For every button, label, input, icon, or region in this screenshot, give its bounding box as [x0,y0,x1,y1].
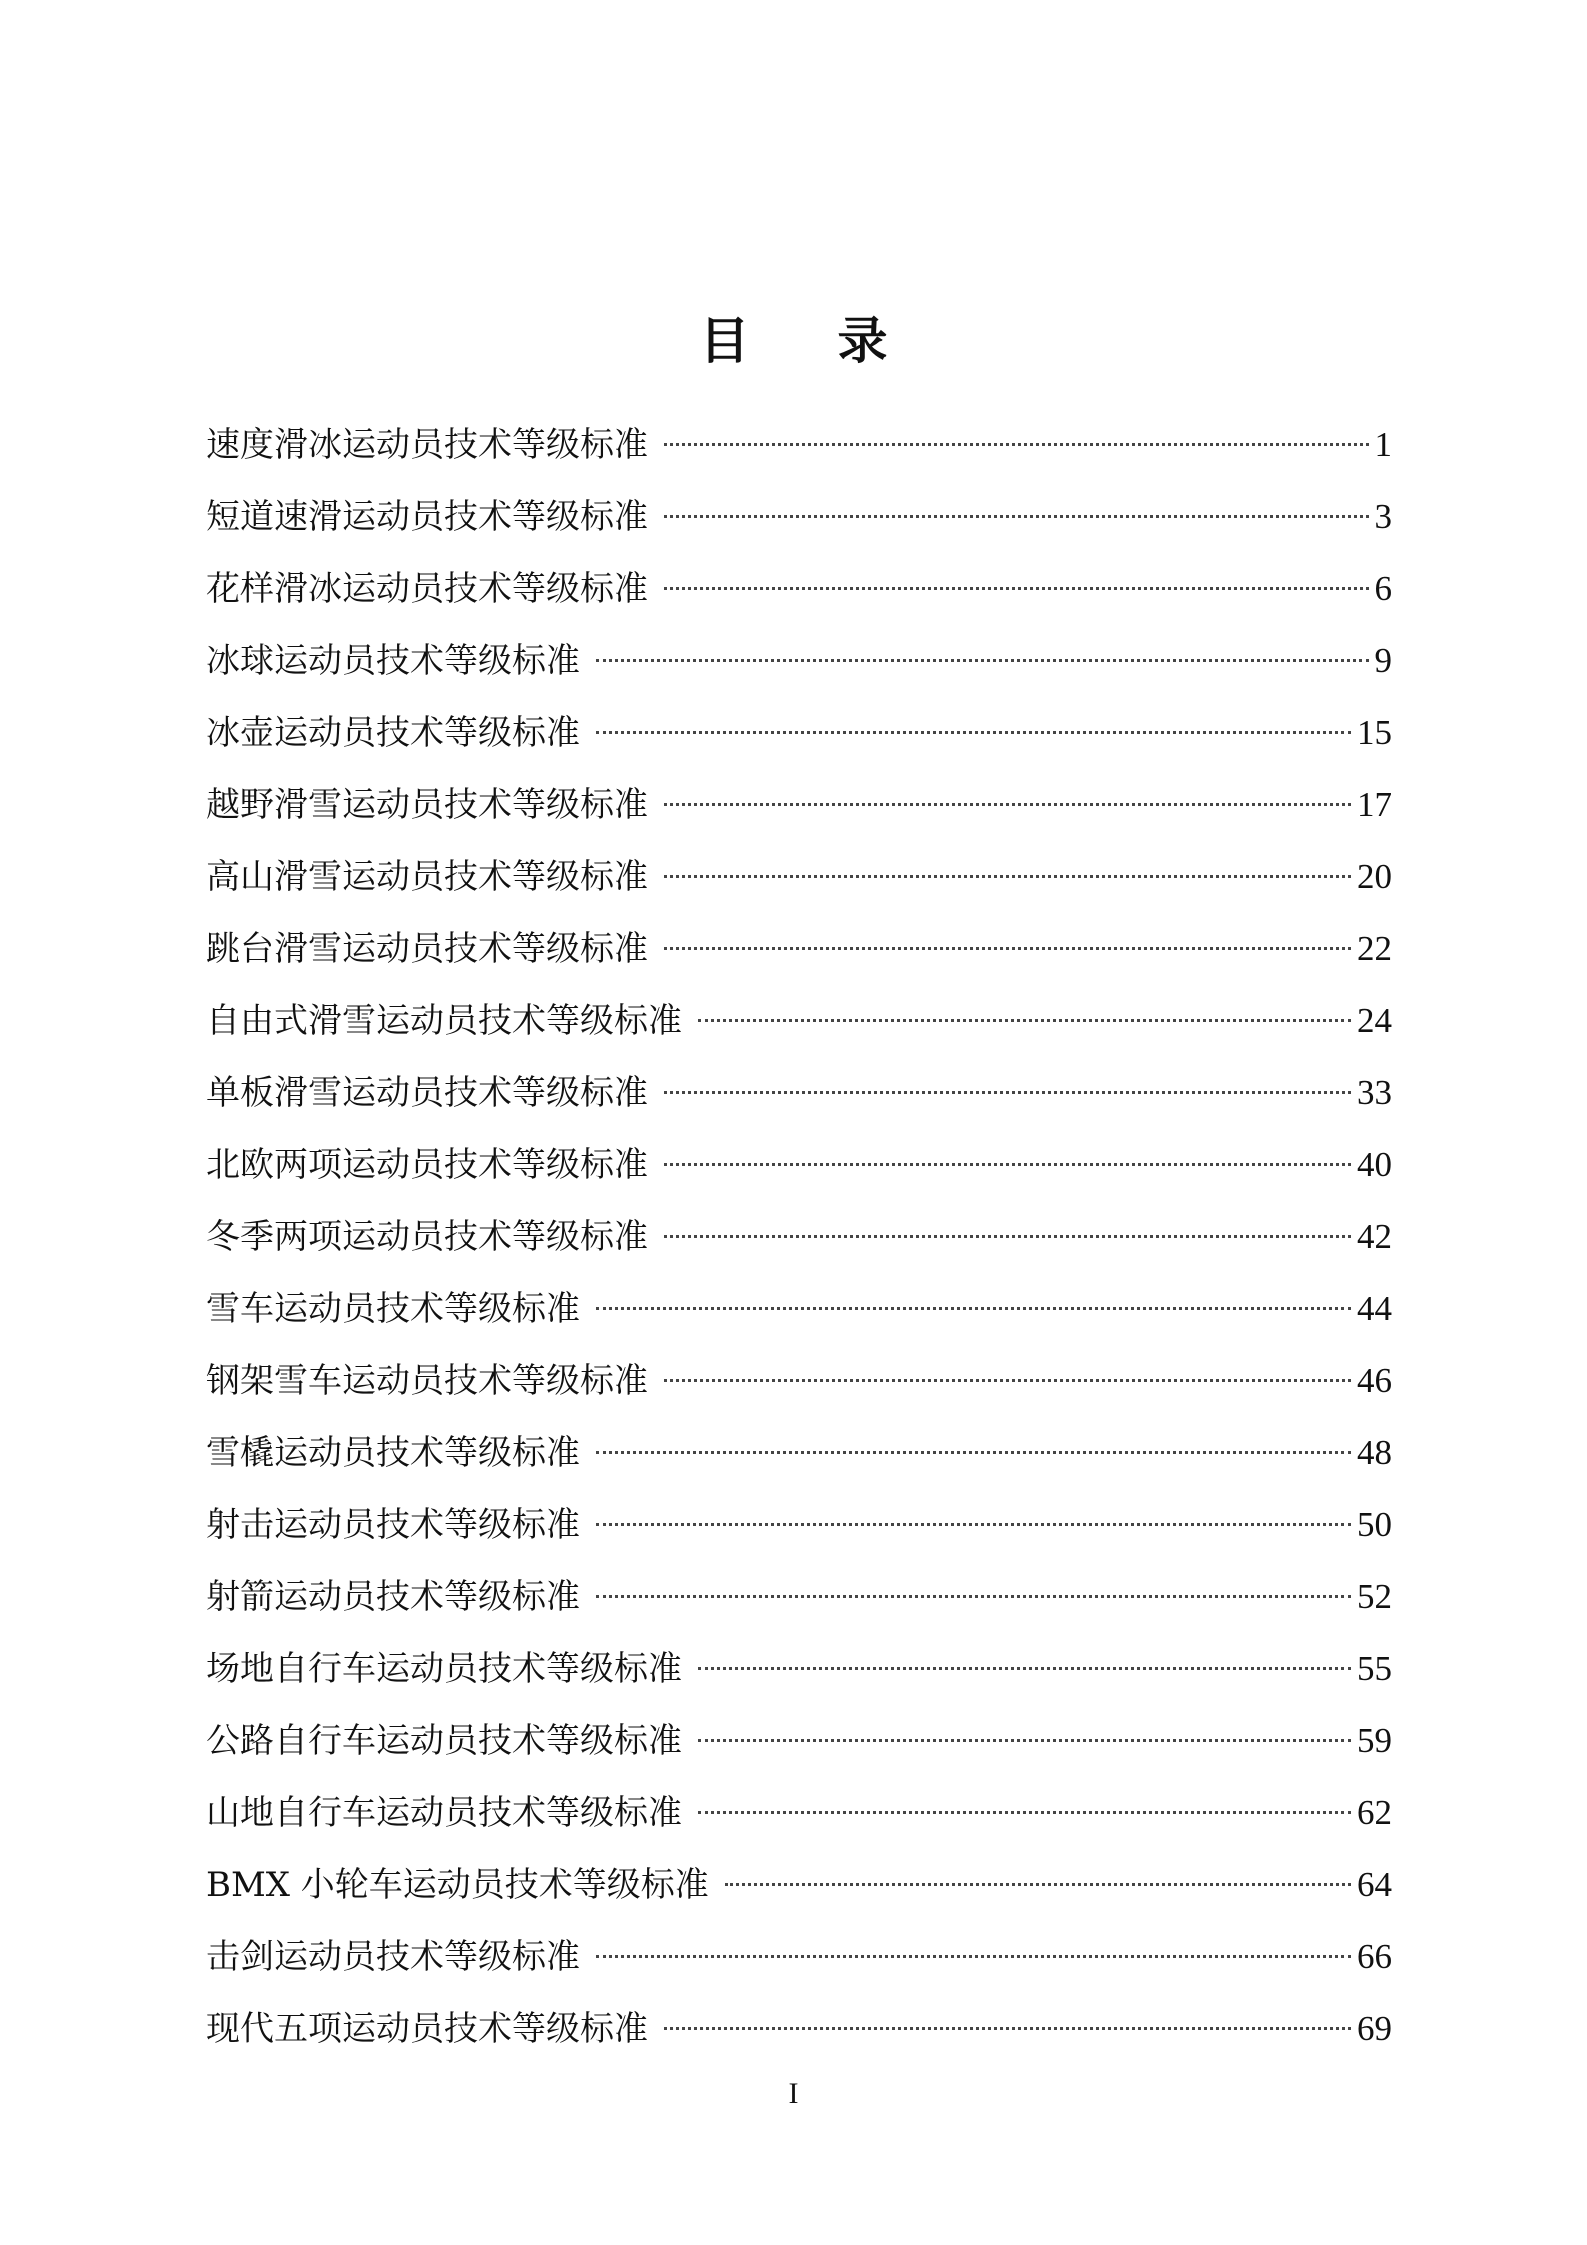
dot-leader [698,1811,1351,1814]
dot-leader [664,443,1369,446]
dot-leader [664,947,1351,950]
toc-entry-page: 48 [1357,1433,1392,1472]
toc-entry[interactable] [206,1993,1392,2065]
dot-leader [664,515,1369,518]
toc-entry-page: 64 [1357,1865,1392,1904]
toc-entry-title: 冰壶运动员技术等级标准 [206,713,580,753]
toc-entry[interactable] [206,1921,1392,1993]
toc-entry-page: 69 [1357,2009,1392,2048]
toc-entry-page: 42 [1357,1217,1392,1256]
toc-entry-title: 自由式滑雪运动员技术等级标准 [206,1001,682,1041]
dot-leader [698,1019,1351,1022]
dot-leader [596,1955,1351,1958]
dot-leader [596,1307,1351,1310]
toc-entry[interactable] [206,481,1392,553]
toc-entry[interactable] [206,1705,1392,1777]
toc-entry-page: 20 [1357,857,1392,896]
toc-entry[interactable] [206,985,1392,1057]
toc-entry[interactable] [206,913,1392,985]
toc-entry[interactable] [206,1273,1392,1345]
toc-entry[interactable] [206,1489,1392,1561]
toc-entry[interactable] [206,1417,1392,1489]
toc-entry-title: 现代五项运动员技术等级标准 [206,2009,648,2049]
dot-leader [698,1739,1351,1742]
toc-entry-title: 速度滑冰运动员技术等级标准 [206,425,648,465]
toc-entry[interactable] [206,1633,1392,1705]
title-char-1: 目 [699,310,750,370]
toc-entry-title: 北欧两项运动员技术等级标准 [206,1145,648,1185]
toc-entry-title: 高山滑雪运动员技术等级标准 [206,857,648,897]
toc-entry[interactable] [206,1057,1392,1129]
toc-entry-title: 钢架雪车运动员技术等级标准 [206,1361,648,1401]
page-number: I [788,2077,799,2110]
toc-entry-page: 40 [1357,1145,1392,1184]
toc-entry-title: 击剑运动员技术等级标准 [206,1937,580,1977]
toc-entry[interactable] [206,697,1392,769]
toc-entry-page: 52 [1357,1577,1392,1616]
toc-entry-page: 9 [1374,641,1392,680]
toc-entry[interactable] [206,625,1392,697]
toc-entry-page: 6 [1374,569,1392,608]
dot-leader [596,1595,1351,1598]
toc-entry-title: 单板滑雪运动员技术等级标准 [206,1073,648,1113]
dot-leader [596,731,1351,734]
table-of-contents [206,409,1392,2065]
toc-entry-page: 33 [1357,1073,1392,1112]
toc-entry-page: 66 [1357,1937,1392,1976]
toc-entry-page: 46 [1357,1361,1392,1400]
toc-entry-page: 55 [1357,1649,1392,1688]
toc-entry-title: 花样滑冰运动员技术等级标准 [206,569,648,609]
toc-entry-page: 17 [1357,785,1392,824]
page-title [0,306,1587,376]
dot-leader [664,875,1351,878]
dot-leader [664,1379,1351,1382]
toc-entry[interactable] [206,841,1392,913]
dot-leader [725,1883,1351,1886]
toc-entry-title: 山地自行车运动员技术等级标准 [206,1793,682,1833]
toc-entry-title: 跳台滑雪运动员技术等级标准 [206,929,648,969]
toc-entry-page: 50 [1357,1505,1392,1544]
dot-leader [664,587,1369,590]
toc-entry[interactable] [206,1849,1392,1921]
dot-leader [664,1235,1351,1238]
toc-entry-page: 22 [1357,929,1392,968]
toc-entry-title: BMX 小轮车运动员技术等级标准 [206,1865,709,1905]
toc-entry[interactable] [206,1777,1392,1849]
toc-entry-page: 62 [1357,1793,1392,1832]
toc-entry-title: 射箭运动员技术等级标准 [206,1577,580,1617]
toc-entry[interactable] [206,1345,1392,1417]
toc-entry-page: 15 [1357,713,1392,752]
toc-entry-title: 冬季两项运动员技术等级标准 [206,1217,648,1257]
toc-entry[interactable] [206,1561,1392,1633]
toc-entry-title: 冰球运动员技术等级标准 [206,641,580,681]
toc-entry-title: 公路自行车运动员技术等级标准 [206,1721,682,1761]
toc-entry[interactable] [206,553,1392,625]
toc-entry[interactable] [206,1129,1392,1201]
dot-leader [596,1451,1351,1454]
toc-entry-title: 雪车运动员技术等级标准 [206,1289,580,1329]
dot-leader [596,1523,1351,1526]
title-char-2: 录 [837,310,888,370]
dot-leader [664,2027,1351,2030]
dot-leader [596,659,1369,662]
toc-entry-page: 59 [1357,1721,1392,1760]
toc-entry-title: 越野滑雪运动员技术等级标准 [206,785,648,825]
toc-entry-title: 短道速滑运动员技术等级标准 [206,497,648,537]
dot-leader [698,1667,1351,1670]
dot-leader [664,1163,1351,1166]
dot-leader [664,1091,1351,1094]
toc-entry-title: 射击运动员技术等级标准 [206,1505,580,1545]
dot-leader [664,803,1351,806]
toc-entry-page: 44 [1357,1289,1392,1328]
toc-entry-page: 3 [1374,497,1392,536]
toc-entry[interactable] [206,769,1392,841]
toc-entry-page: 24 [1357,1001,1392,1040]
toc-entry[interactable] [206,409,1392,481]
toc-entry-title: 场地自行车运动员技术等级标准 [206,1649,682,1689]
toc-entry-page: 1 [1374,425,1392,464]
toc-entry-title: 雪橇运动员技术等级标准 [206,1433,580,1473]
toc-entry[interactable] [206,1201,1392,1273]
